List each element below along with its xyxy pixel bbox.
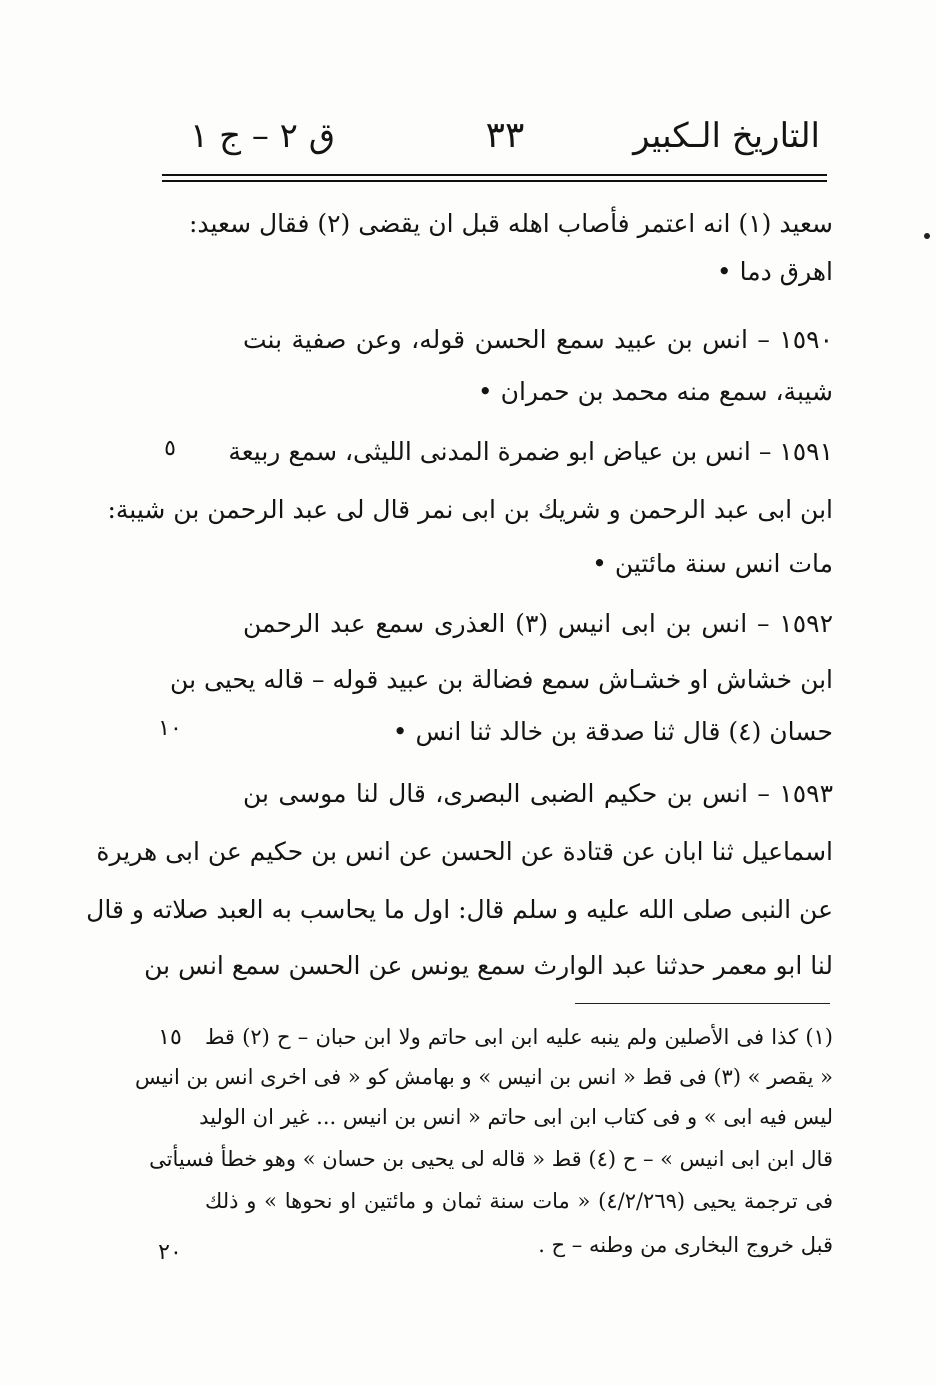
margin-line-number: ٥ xyxy=(164,436,176,461)
margin-line-number: ١٠ xyxy=(158,716,182,741)
text-line: مات انس سنة مائتين • xyxy=(592,549,833,578)
footnote-line: قال ابن ابى انيس » – ح (٤) قط « قاله لى يحيى بن حسان » وهو خطأ فسيأتى xyxy=(149,1147,833,1171)
volume-reference: ق ٢ – ج ١ xyxy=(190,116,336,156)
entry-1590-line: ١٥٩٠ – انس بن عبيد سمع الحسن قوله، وعن صفية بنت xyxy=(243,325,833,354)
entry-1592-line: ١٥٩٢ – انس بن ابى انيس (٣) العذرى سمع عبد الرحمن xyxy=(243,609,833,638)
text-line: لنا ابو معمر حدثنا عبد الوارث سمع يونس عن الحسن سمع انس بن xyxy=(144,951,833,980)
footnote-line: (١) كذا فى الأصلين ولم ينبه عليه ابن ابى حاتم ولا ابن حبان – ح (٢) قط xyxy=(205,1025,833,1049)
book-title: التاريخ الـكبير xyxy=(633,116,820,156)
ink-spot xyxy=(924,233,930,239)
footnote-rule xyxy=(575,1003,830,1004)
footnote-line: قبل خروج البخارى من وطنه – ح . xyxy=(538,1233,833,1257)
page-number: ٣٣ xyxy=(485,115,525,156)
text-line: ابن ابى عبد الرحمن و شريك بن ابى نمر قال لى عبد الرحمن بن شيبة: xyxy=(107,495,833,524)
text-line: شيبة، سمع منه محمد بن حمران • xyxy=(477,377,833,406)
footnote-line: ليس فيه ابى » و فى كتاب ابن ابى حاتم « انس بن انيس ... غير ان الوليد xyxy=(199,1105,833,1129)
running-head xyxy=(190,108,820,164)
footnote-line: فى ترجمة يحيى (٤/٢/٢٦٩) « مات سنة ثمان و مائتين او نحوها » و ذلك xyxy=(205,1189,833,1213)
margin-line-number: ٢٠ xyxy=(158,1240,182,1265)
text-line: ابن خشاش او خشـاش سمع فضالة بن عبيد قوله – قاله يحيى بن xyxy=(170,665,833,694)
margin-line-number: ١٥ xyxy=(158,1025,182,1050)
text-line: حسان (٤) قال ثنا صدقة بن خالد ثنا انس • xyxy=(392,717,833,746)
text-line: عن النبى صلى الله عليه و سلم قال: اول ما يحاسب به العبد صلاته و قال xyxy=(86,895,833,924)
footnote-line: « يقصر » (٣) فى قط « انس بن انيس » و بهامش كو « فى اخرى انس بن انيس xyxy=(135,1065,833,1089)
entry-1593-line: ١٥٩٣ – انس بن حكيم الضبى البصرى، قال لنا موسى بن xyxy=(243,779,833,808)
header-double-rule xyxy=(162,174,827,182)
entry-1591-line: ١٥٩١ – انس بن عياض ابو ضمرة المدنى الليثى، سمع ربيعة xyxy=(228,437,833,466)
text-line: اهرق دما • xyxy=(716,257,833,286)
text-line: سعيد (١) انه اعتمر فأصاب اهله قبل ان يقضى (٢) فقال سعيد: xyxy=(188,209,833,238)
text-line: اسماعيل ثنا ابان عن قتادة عن الحسن عن انس بن حكيم عن ابى هريرة xyxy=(96,837,833,866)
